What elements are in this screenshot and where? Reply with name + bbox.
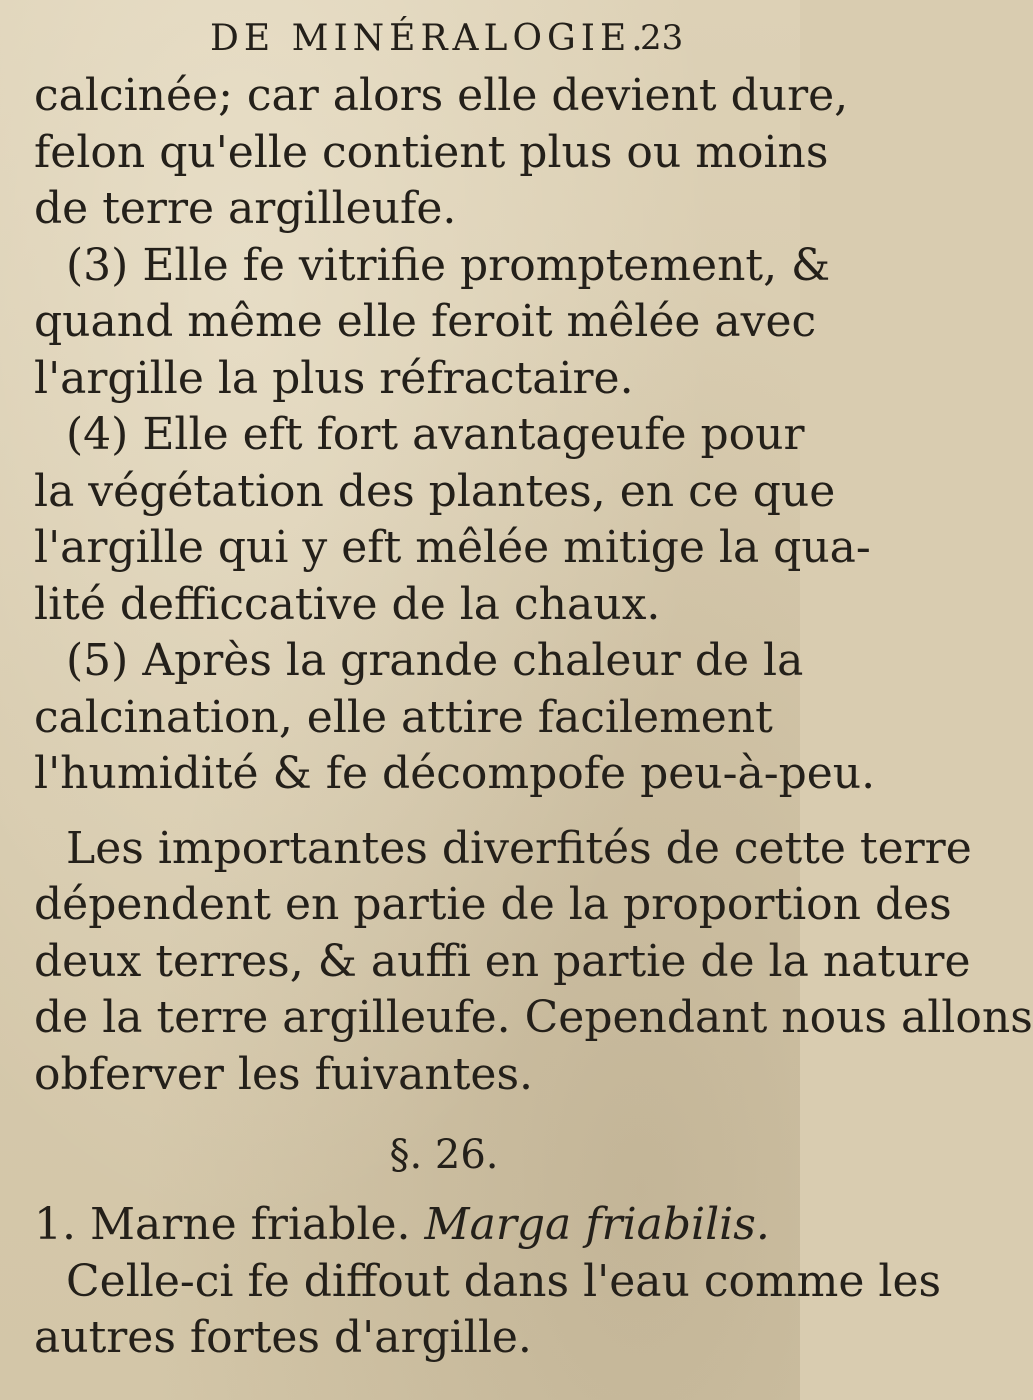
entry-heading-latin: Marga friabilis.: [424, 1199, 770, 1250]
section-mark: §. 26.: [389, 1132, 499, 1178]
text-line: autres fortes d'argille.: [34, 1312, 532, 1363]
text-line: felon qu'elle contient plus ou moins: [34, 126, 829, 178]
page-header: [0, 10, 800, 70]
text-line: l'humidité & fe décompofe peu-à-peu.: [34, 748, 876, 799]
paragraph-1: [34, 68, 849, 238]
text-line: calcination, elle attire facilement: [34, 691, 773, 743]
text-line: l'argille la plus réfractaire.: [34, 352, 634, 404]
paragraph-2: [34, 238, 831, 408]
text-line: lité defficcative de la chaux.: [34, 578, 661, 630]
text-line: Les importantes diverfités de cette terre: [66, 822, 972, 874]
body-text: [34, 68, 1033, 1367]
text-line: de la terre argilleufe. Cependant nous allons: [34, 992, 1033, 1043]
text-line: la végétation des plantes, en ce que: [34, 465, 836, 517]
entry-marne-friable: [34, 1197, 942, 1367]
text-line: (4) Elle eft fort avantageufe pour: [66, 409, 805, 460]
entry-heading-prefix: 1. Marne friable.: [34, 1199, 411, 1250]
page-number: 23: [640, 18, 684, 58]
text-line: dépendent en partie de la proportion des: [34, 879, 952, 930]
text-line: calcinée; car alors elle devient dure,: [34, 70, 849, 121]
text-line: de terre argilleufe.: [34, 183, 457, 234]
text-line: (5) Après la grande chaleur de la: [66, 635, 804, 686]
running-head: DE MINÉRALOGIE.: [210, 18, 648, 59]
paragraph-spacer: [34, 803, 774, 821]
text-line: l'argille qui y eft mêlée mitige la qua-: [34, 522, 871, 573]
paragraph-3: [34, 407, 871, 633]
paragraph-5: [34, 821, 1033, 1104]
paragraph-4: [34, 633, 876, 803]
text-line: obferver les fuivantes.: [34, 1048, 534, 1100]
entry-heading: [34, 1197, 774, 1254]
text-line: deux terres, & auffi en partie de la nature: [34, 935, 971, 987]
text-line: quand même elle feroit mêlée avec: [34, 296, 817, 347]
text-line: (3) Elle fe vitrifie promptement, &: [66, 239, 831, 291]
text-line: Celle-ci fe diffout dans l'eau comme les: [66, 1255, 942, 1307]
